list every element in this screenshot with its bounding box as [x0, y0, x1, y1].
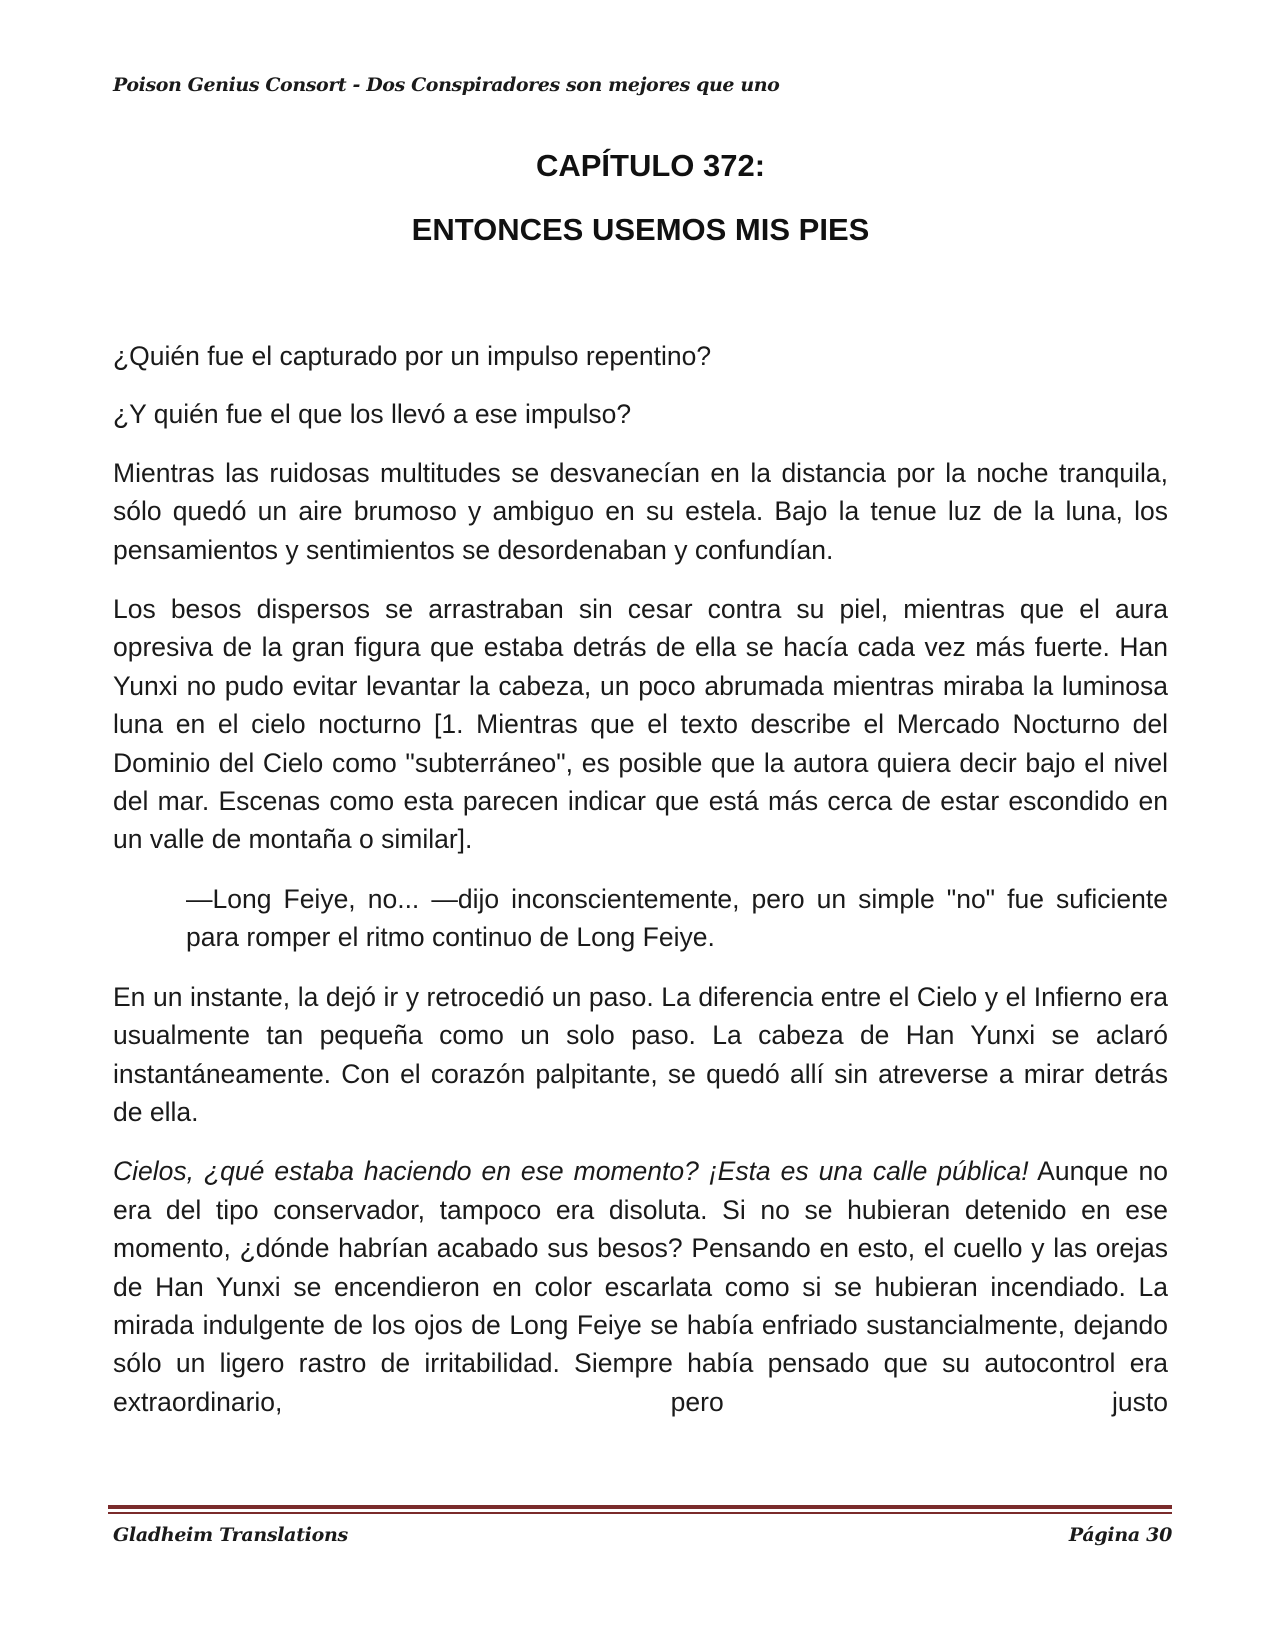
- paragraph: Mientras las ruidosas multitudes se desvanecían en la distancia por la noche tranquila, sólo quedó un aire brumoso y ambiguo en su estela. Bajo la tenue luz de la luna, los pensamientos y sentimientos se desordenaban y confundían.: [113, 457, 1168, 565]
- dialogue-paragraph: —Long Feiye, no... —dijo inconscientemente, pero un simple "no" fue suficiente para romper el ritmo continuo de Long Feiye.: [186, 883, 1168, 953]
- page-number: Página 30: [1068, 1524, 1172, 1546]
- paragraph: ¿Y quién fue el que los llevó a ese impulso?: [113, 399, 632, 430]
- footer-publisher: Gladheim Translations: [113, 1524, 348, 1546]
- paragraph: [113, 1152, 1168, 1421]
- footer-divider-thin: [108, 1512, 1172, 1514]
- chapter-body: [113, 337, 1168, 1421]
- chapter-title: ENTONCES USEMOS MIS PIES: [411, 212, 870, 247]
- footer-divider-thick: [108, 1505, 1172, 1509]
- paragraph: En un instante, la dejó ir y retrocedió un paso. La diferencia entre el Cielo y el Infierno era usualmente tan pequeña como un solo paso. La cabeza de Han Yunxi se aclaró instantáneamente. Con el corazón palpitante, se quedó allí sin atreverse a mirar detrás de ella.: [113, 981, 1168, 1127]
- paragraph: ¿Quién fue el capturado por un impulso repentino?: [113, 341, 712, 371]
- paragraph: Los besos dispersos se arrastraban sin cesar contra su piel, mientras que el aura opresiva de la gran figura que estaba detrás de ella se hacía cada vez más fuerte. Han Yunxi no pudo evitar levantar la cabeza, un poco abrumada mientras miraba la luminosa luna en el cielo nocturno [1. Mientras que el texto describe el Mercado Nocturno del Dominio del Cielo como "subterráneo", es posible que la autora quiera decir bajo el nivel del mar. Escenas como esta parecen indicar que está más cerca de estar escondido en un valle de montaña o similar].: [113, 594, 1168, 855]
- paragraph-text: Aunque no era del tipo conservador, tampoco era disoluta. Si no se hubieran detenido en ese momento, ¿dónde habrían acabado sus besos? Pensando en esto, el cuello y las orejas de Han Yunxi se encendieron en color escarlata como si se hubieran incendiado. La mirada indulgente de los ojos de Long Feiye se había enfriado sustancialmente, dejando sólo un ligero rastro de irritabilidad. Siempre había pensado que su autocontrol era extraordinario, pero justo: [113, 1156, 1168, 1417]
- footer-divider: [108, 1505, 1172, 1514]
- running-header: Poison Genius Consort - Dos Conspiradores son mejores que uno: [113, 74, 780, 96]
- chapter-number: CAPÍTULO 372:: [535, 148, 766, 183]
- chapter-heading: [113, 148, 1168, 248]
- italic-thought: Cielos, ¿qué estaba haciendo en ese momento? ¡Esta es una calle pública!: [113, 1156, 1029, 1187]
